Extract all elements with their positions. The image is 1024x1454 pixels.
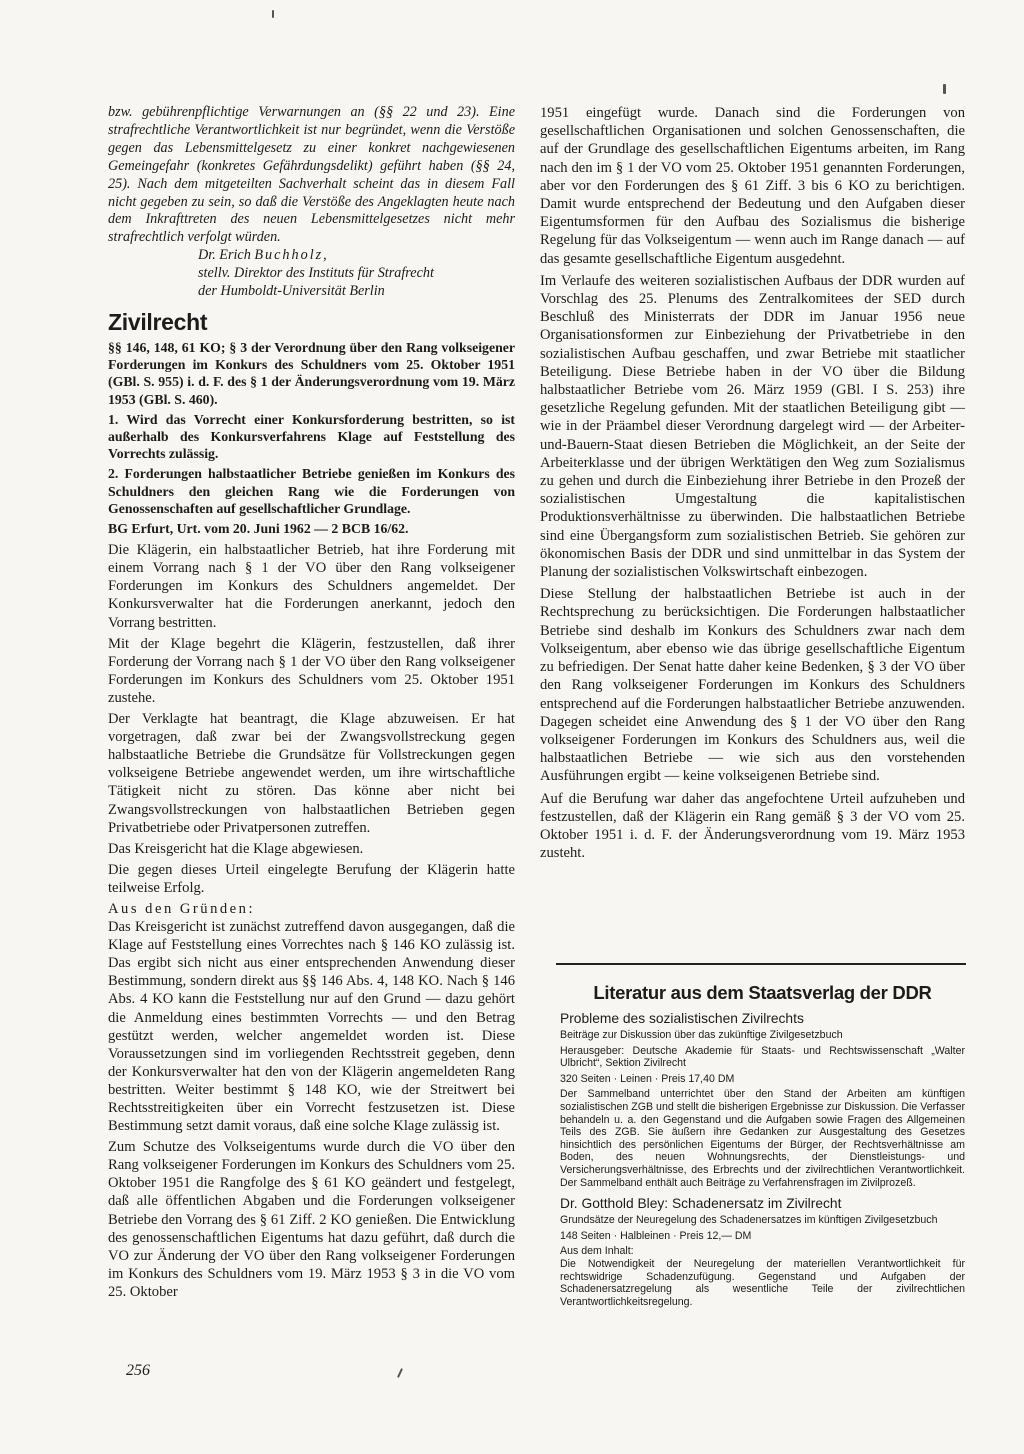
grounds-heading: Aus den Gründen: — [108, 900, 256, 917]
book-contents: Die Notwendigkeit der Neuregelung der materiellen Verantwortlichkeit für rechtswidrige Schadenzufügung. Gegenstand und Aufgaben der Schadenersatzregelung als wesentliche Teile der zivilrechtlichen Verantwortlichkeitsregelung. — [560, 1257, 965, 1308]
paragraph: Der Verklagte hat beantragt, die Klage abzuweisen. Er hat vorgetragen, daß zwar bei der Zwangsvollstreckung gegen halbstaatliche Betriebe die Grundsätze für Vollstreckungen gegen volkseigene Betriebe angewendet werden, um ihre wirtschaftliche Tätigkeit nicht zu stören. Das könne aber nicht bei Zwangsvollstreckungen von halbstaatlichen Betrieben gegen Privatbetriebe oder Privatpersonen zutreffen. — [108, 711, 515, 836]
paragraph: Mit der Klage begehrt die Klägerin, festzustellen, daß ihrer Forderung der Vorrang nach § 1 der VO über den Rang volkseigener Forderungen im Konkurs des Schuldners vom 25. Oktober 1951 zustehe. — [108, 635, 515, 706]
italic-commentary: bzw. gebührenpflichtige Verwarnungen an (§§ 22 und 23). Eine strafrechtliche Verantwortlichkeit ist nur begründet, wenn die Verstöße gegen das Lebensmittelgesetz zu einer konkret nachgewiesenen Gemeingefahr (konkretes Gefährdungsdelikt) geführt haben (§§ 24, 25). Nach dem mitgeteilten Sachverhalt scheint das in diesem Fall nicht gegeben zu sein, so daß die Verstöße des Angeklagten heute nach dem Inkrafttreten des neuen Lebensmittelgesetzes nicht mehr strafrechtlich verfolgt würden. — [108, 104, 515, 246]
left-column — [108, 104, 515, 1304]
book-subtitle: Grundsätze der Neuregelung des Schadenersatzes im künftigen Zivilgesetzbuch — [560, 1214, 938, 1227]
signature-role: stellv. Direktor des Instituts für Strafrecht — [198, 265, 434, 282]
signature-prefix: Dr. Erich — [198, 247, 251, 264]
scan-mark — [272, 10, 274, 18]
literature-title: Literatur aus dem Staatsverlag der DDR — [593, 982, 932, 1003]
book-contents-label: Aus dem Inhalt: — [560, 1245, 634, 1258]
paragraph: 1951 eingefügt wurde. Danach sind die Forderungen von gesellschaftlichen Organisationen und solchen Genossenschaften, die auf der Grundlage des gesellschaftlichen Eigentums arbeiten, im Rang nach den im § 1 der VO vom 25. Oktober 1951 genannten Forderungen, aber vor den Forderungen des § 61 Ziff. 3 bis 6 KO zu berichtigen. Damit wurde entsprechend der Bedeutung und den Aufgaben dieser Eigentumsformen für den Aufbau des Sozialismus die bisherige Regelung für das Volkseigentum — wenn auch im Range danach — auf das gesamte gesellschaftliche Eigentum ausgedehnt. — [540, 105, 965, 267]
paragraph: Zum Schutze des Volkseigentums wurde durch die VO über den Rang volkseigener Forderungen im Konkurs des Schuldners vom 25. Oktober 1951 die Rangfolge des § 61 KO geändert und festgelegt, daß alle öffentlichen Abgaben und die Forderungen volkseigener Betriebe den Vorrang des § 61 Ziff. 2 KO genießen. Die Entwicklung des genossenschaftlichen Eigentums hat dazu geführt, daß durch die VO zur Änderung der VO über den Rang volkseigener Forderungen im Konkurs des Schuldners vom 19. März 1953 § 3 in die VO vom 25. Oktober — [108, 1139, 515, 1300]
book-title: Dr. Gotthold Bley: Schadenersatz im Zivilrecht — [560, 1196, 842, 1212]
right-column — [540, 104, 965, 866]
scan-mark — [943, 84, 946, 94]
literature-advertisement — [560, 982, 965, 1308]
book-publisher: Herausgeber: Deutsche Akademie für Staats- und Rechtswissenschaft „Walter Ulbricht“, Sektion Zivilrecht — [560, 1044, 965, 1070]
book-title: Probleme des sozialistischen Zivilrechts — [560, 1011, 804, 1026]
paragraph: Auf die Berufung war daher das angefochtene Urteil aufzuheben und festzustellen, daß der Klägerin ein Rang gemäß § 3 der VO vom 25. Oktober 1951 i. d. F. der Änderungsverordnung vom 19. März 1953 zusteht. — [540, 790, 965, 862]
court-decision-line: BG Erfurt, Urt. vom 20. Juni 1962 — 2 BCB 16/62. — [108, 521, 409, 536]
paragraph: Das Kreisgericht ist zunächst zutreffend davon ausgegangen, daß die Klage auf Feststellung eines Vorrechtes nach § 146 KO zulässig ist. Das ergibt sich nicht aus einer entsprechenden Anwendung dieser Bestimmung, sondern direkt aus §§ 146 Abs. 4, 148 KO. Nach § 146 Abs. 4 KO kann die Feststellung nur auf den Grund — dazu gehört die Anmeldung eines bestimmten Vorrechts — und den Betrag gestützt werden, welcher angemeldet worden ist. Diese Voraussetzungen sind im vorliegenden Rechtsstreit gegeben, denn der Konkursverwalter hat den von der Klägerin angemeldeten Rang bestritten. Weiter bestimmt § 148 KO, wie der Streitwert bei Rechtsstreitigkeiten über ein Vorrecht festzusetzen ist. Diese Bestimmung setzt damit voraus, daß eine solche Klage zulässig ist. — [108, 919, 515, 1135]
paragraph: Die Klägerin, ein halbstaatlicher Betrieb, hat ihre Forderung mit einem Vorrang nach § 1 der VO über den Rang volkseigener Forderungen im Konkurs des Schuldners angemeldet. Der Konkursverwalter hat die Forderungen anerkannt, jedoch den Vorrang bestritten. — [108, 542, 515, 631]
scan-mark — [397, 1368, 403, 1378]
paragraph: Das Kreisgericht hat die Klage abgewiesen. — [108, 840, 364, 857]
book-subtitle: Beiträge zur Diskussion über das zukünftige Zivilgesetzbuch — [560, 1029, 843, 1041]
book-details: 148 Seiten · Halbleinen · Preis 12,— DM — [560, 1229, 752, 1242]
paragraph: Diese Stellung der halbstaatlichen Betriebe ist auch in der Rechtsprechung zu berücksichtigen. Die Forderungen halbstaatlicher Betriebe sind deshalb im Konkurs des Schuldners zwar nach dem Volkseigentum, aber ebenso wie das übrige gesellschaftliche Eigentum zu befriedigen. Der Senat hatte daher keine Bedenken, § 3 der VO über den Rang volkseigener Forderungen im Konkurs des Schuldners entsprechend auf die Forderungen halbstaatlicher Betriebe anzuwenden. Dagegen scheidet eine Anwendung des § 1 der VO über den Rang volkseigener Forderungen im Konkurs des Schuldners aus, weil die halbstaatlichen Betriebe — wie sich aus den vorstehenden Ausführungen ergibt — keine volkseigenen Betriebe sind. — [540, 586, 965, 785]
paragraph: Im Verlaufe des weiteren sozialistischen Aufbaus der DDR wurden auf Vorschlag des 25. Plenums des Zentralkomitees der SED durch Beschluß des Ministerrats der DDR im Januar 1956 neue Organisationsformen zur Einbeziehung der Privatbetriebe in den sozialistischen Aufbau geschaffen, und zwar Betriebe mit staatlicher Beteiligung. Diese Betriebe haben in der VO über die Bildung halbstaatlicher Betriebe vom 26. März 1959 (GBl. I S. 253) ihre gesetzliche Regelung gefunden. Mit der staatlichen Beteiligung gibt — wie in der Präambel dieser Verordnung dargelegt wird — der Arbeiter-und-Bauern-Staat diesen Betrieben die Möglichkeit, an der Seite der Arbeiterklasse und der übrigen Werktätigen den Weg zum Sozialismus zu gehen und durch die Einbeziehung ihrer Betriebe in den Prozeß der sozialistischen Umgestaltung die kapitalistischen Produktionsverhältnisse zu überwinden. Die halbstaatlichen Betriebe sind eine Übergangsform zum sozialistischen Betrieb. Sie gehören zur ökonomischen Basis der DDR und sind unmittelbar in das System der Planung der sozialistischen Volkswirtschaft einbezogen. — [540, 272, 965, 581]
norms-reference: §§ 146, 148, 61 KO; § 3 der Verordnung über den Rang volkseigener Forderungen im Konkurs des Schuldners vom 25. Oktober 1951 (GBl. S. 955) i. d. F. des § 1 der Änderungsverordnung vom 19. März 1953 (GBl. S. 460). — [108, 339, 515, 407]
book-details: 320 Seiten · Leinen · Preis 17,40 DM — [560, 1072, 735, 1085]
leitsatz-2: 2. Forderungen halbstaatlicher Betriebe genießen im Konkurs des Schuldners den gleichen Rang wie die Forderungen von Genossenschaften auf gesellschaftlicher Grundlage. — [108, 466, 515, 516]
signature-institution: der Humboldt-Universität Berlin — [198, 283, 385, 300]
leitsatz-1: 1. Wird das Vorrecht einer Konkursforderung bestritten, so ist außerhalb des Konkursverfahrens Klage auf Feststellung des Vorrechts zulässig. — [108, 411, 515, 462]
page-number: 256 — [126, 1362, 150, 1379]
signature-name-line — [108, 247, 515, 265]
paragraph: Die gegen dieses Urteil eingelegte Berufung der Klägerin hatte teilweise Erfolg. — [108, 861, 515, 896]
signature-name: Buchholz, — [254, 247, 329, 264]
section-heading: Zivilrecht — [108, 308, 208, 335]
section-divider — [556, 963, 966, 965]
book-description: Der Sammelband unterrichtet über den Stand der Arbeiten am künftigen sozialistischen ZGB und stellt die bisherigen Ergebnisse zur Diskussion. Die Verfasser behandeln u. a. den Gegenstand und die Aufgaben sowie Fragen des Allgemeinen Teils des ZGB. Sie äußern ihre Gedanken zur Ausgestaltung des Gesetzes hinsichtlich des persönlichen Eigentums der Bürger, der Rechtsverhältnisse am Boden, des neuen Wohnungsrechts, der Dienstleistungs- und Versicherungsverhältnisse, des Erbrechts und der zivilrechtlichen Verantwortlichkeit. Der Sammelband enthält auch Beiträge zu Verfahrensfragen im Zivilprozeß. — [560, 1088, 965, 1189]
